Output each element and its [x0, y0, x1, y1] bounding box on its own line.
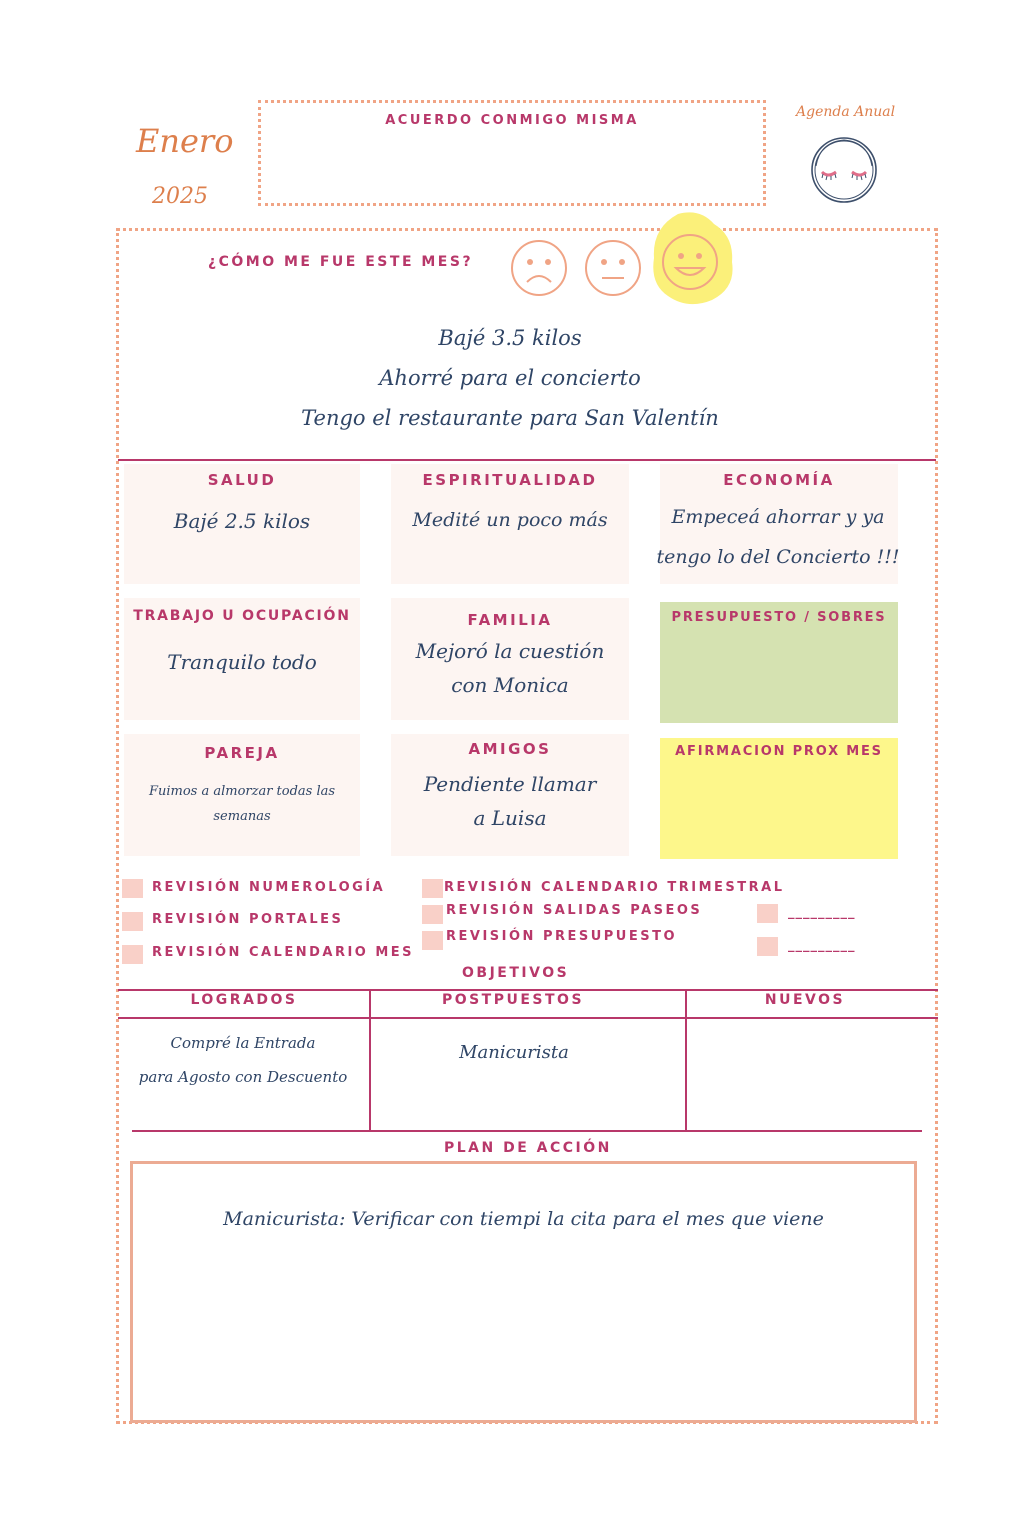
mood-summary-line-2: Ahorré para el concierto [379, 366, 641, 390]
area-salud[interactable] [124, 464, 360, 584]
table-col-divider [685, 989, 687, 1131]
table-col-divider [369, 989, 371, 1131]
area-note: Tranquilo todo [167, 650, 317, 674]
area-title: ESPIRITUALIDAD [422, 471, 598, 489]
mood-summary-line-1: Bajé 3.5 kilos [438, 326, 582, 350]
sleeping-face-icon [806, 132, 882, 208]
check-label: REVISIÓN NUMEROLOGÍA [152, 880, 386, 895]
check-label: _________ [788, 938, 856, 953]
table-header-line [118, 1017, 938, 1019]
check-label: REVISIÓN SALIDAS PASEOS [446, 903, 703, 918]
checkbox[interactable] [757, 904, 778, 923]
area-note: a Luisa [473, 806, 547, 830]
area-title: AFIRMACION PROX MES [675, 744, 883, 759]
logrados-note-1: Compré la Entrada [170, 1034, 316, 1052]
area-note: con Monica [451, 673, 569, 697]
area-title: TRABAJO U OCUPACIÓN [133, 608, 351, 624]
plan-title: PLAN DE ACCIÓN [444, 1140, 612, 1156]
col-header-nuevos: NUEVOS [764, 992, 846, 1008]
agreement-title: ACUERDO CONMIGO MISMA [385, 113, 639, 128]
checkbox[interactable] [122, 912, 143, 931]
objetivos-title: OBJETIVOS [462, 965, 570, 981]
check-label: _________ [788, 905, 856, 920]
divider-line [118, 459, 936, 461]
area-afirmacion[interactable] [660, 738, 898, 859]
area-economia-note-1: Empeceá ahorrar y ya [671, 506, 885, 528]
area-presupuesto[interactable] [660, 602, 898, 723]
area-note: semanas [213, 809, 271, 824]
year-title: 2025 [152, 184, 208, 209]
mood-question: ¿CÓMO ME FUE ESTE MES? [208, 254, 474, 270]
plan-text: Manicurista: Verificar con tiempi la cita para el mes que viene [223, 1208, 824, 1230]
plan-box[interactable] [130, 1161, 917, 1423]
col-header-logrados: LOGRADOS [190, 992, 298, 1008]
area-title: PRESUPUESTO / SOBRES [671, 610, 887, 625]
month-title: Enero [136, 122, 234, 160]
check-label: REVISIÓN CALENDARIO TRIMESTRAL [444, 880, 785, 895]
postpuestos-note: Manicurista [459, 1042, 569, 1063]
neutral-face-icon[interactable] [582, 238, 644, 298]
area-note: Bajé 2.5 kilos [173, 509, 311, 533]
area-familia[interactable] [391, 598, 629, 720]
area-note: Pendiente llamar [423, 772, 597, 796]
area-title: SALUD [207, 471, 277, 489]
area-title: ECONOMÍA [723, 471, 835, 489]
area-trabajo[interactable] [124, 598, 360, 720]
col-header-postpuestos: POSTPUESTOS [441, 992, 585, 1008]
brand-label: Agenda Anual [796, 104, 896, 120]
area-title: FAMILIA [467, 611, 553, 629]
check-label: REVISIÓN PORTALES [152, 912, 344, 927]
area-title: AMIGOS [468, 740, 552, 758]
area-espiritualidad[interactable] [391, 464, 629, 584]
checkbox[interactable] [422, 879, 443, 898]
happy-face-icon[interactable] [648, 210, 736, 306]
mood-summary-line-3: Tengo el restaurante para San Valentín [301, 406, 719, 430]
table-top-line [118, 989, 938, 991]
area-amigos[interactable] [391, 734, 629, 856]
checkbox[interactable] [122, 945, 143, 964]
area-note: Fuimos a almorzar todas las [148, 784, 336, 799]
checkbox[interactable] [422, 931, 443, 950]
check-label: REVISIÓN PRESUPUESTO [446, 929, 678, 944]
logrados-note-2: para Agosto con Descuento [138, 1068, 348, 1086]
area-note: Mejoró la cuestión [415, 639, 605, 663]
checkbox[interactable] [122, 879, 143, 898]
area-pareja[interactable] [124, 734, 360, 856]
area-title: PAREJA [204, 744, 280, 762]
checkbox[interactable] [757, 937, 778, 956]
agreement-box[interactable] [258, 100, 766, 206]
area-note: Medité un poco más [412, 509, 608, 531]
check-label: REVISIÓN CALENDARIO MES [152, 945, 415, 960]
area-economia-note-2: tengo lo del Concierto !!! [656, 546, 900, 568]
checkbox[interactable] [422, 905, 443, 924]
sad-face-icon[interactable] [508, 238, 570, 298]
table-bottom-line [132, 1130, 922, 1132]
